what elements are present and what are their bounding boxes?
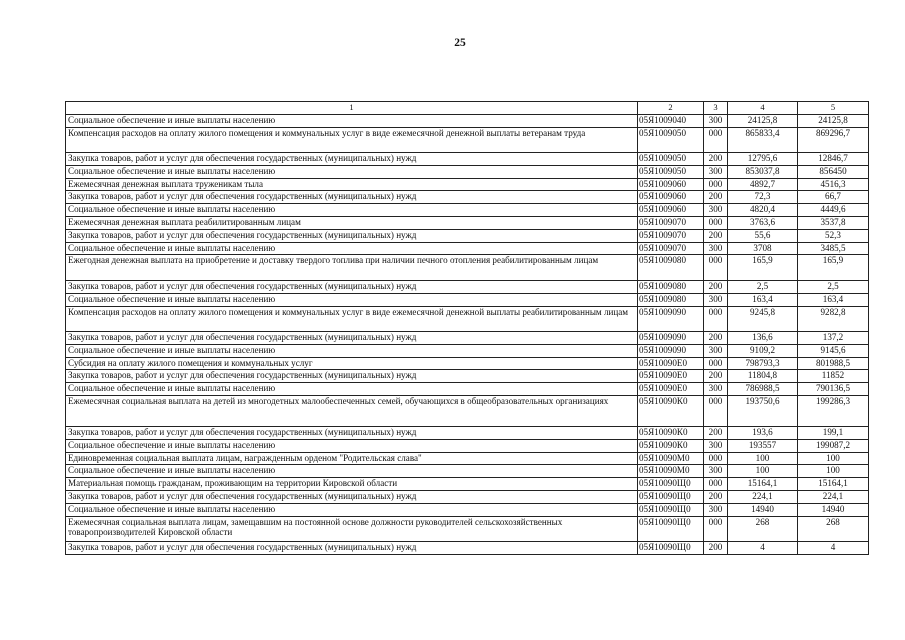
row-code: 05Я10090Е0 — [638, 370, 704, 383]
row-value-col4: 100 — [728, 452, 798, 465]
row-description: Социальное обеспечение и иные выплаты населению — [66, 165, 638, 178]
row-value-col5: 790136,5 — [798, 383, 869, 396]
row-value-col4: 165,9 — [728, 255, 798, 281]
row-value-col4: 14940 — [728, 503, 798, 516]
row-expense-type: 300 — [704, 439, 728, 452]
row-expense-type: 300 — [704, 465, 728, 478]
row-description: Закупка товаров, работ и услуг для обеспечения государственных (муниципальных) нужд — [66, 427, 638, 440]
row-expense-type: 200 — [704, 370, 728, 383]
row-value-col4: 11804,8 — [728, 370, 798, 383]
row-value-col5: 15164,1 — [798, 478, 869, 491]
row-code: 05Я10090Щ0 — [638, 478, 704, 491]
row-value-col4: 15164,1 — [728, 478, 798, 491]
row-description: Социальное обеспечение и иные выплаты населению — [66, 439, 638, 452]
row-value-col4: 4892,7 — [728, 178, 798, 191]
table-row — [66, 332, 869, 345]
table-row — [66, 229, 869, 242]
row-value-col5: 869296,7 — [798, 127, 869, 153]
row-value-col4: 55,6 — [728, 229, 798, 242]
row-description: Компенсация расходов на оплату жилого помещения и коммунальных услуг в виде ежемесячной денежной выплаты реабилитированным лицам — [66, 306, 638, 332]
table-row — [66, 255, 869, 281]
row-expense-type: 000 — [704, 217, 728, 230]
row-description: Социальное обеспечение и иные выплаты населению — [66, 204, 638, 217]
header-cell: 4 — [728, 102, 798, 115]
row-expense-type: 300 — [704, 503, 728, 516]
row-value-col5: 163,4 — [798, 293, 869, 306]
row-value-col5: 199,1 — [798, 427, 869, 440]
row-value-col4: 72,3 — [728, 191, 798, 204]
row-value-col5: 199087,2 — [798, 439, 869, 452]
row-value-col5: 3537,8 — [798, 217, 869, 230]
row-value-col4: 100 — [728, 465, 798, 478]
table-row — [66, 491, 869, 504]
row-value-col5: 137,2 — [798, 332, 869, 345]
row-value-col4: 136,6 — [728, 332, 798, 345]
row-code: 05Я1009040 — [638, 114, 704, 127]
table-row — [66, 427, 869, 440]
table-row — [66, 242, 869, 255]
row-code: 05Я1009080 — [638, 280, 704, 293]
row-description: Материальная помощь гражданам, проживающим на территории Кировской области — [66, 478, 638, 491]
row-value-col4: 224,1 — [728, 491, 798, 504]
row-description: Закупка товаров, работ и услуг для обеспечения государственных (муниципальных) нужд — [66, 370, 638, 383]
row-code: 05Я1009090 — [638, 332, 704, 345]
header-cell: 2 — [638, 102, 704, 115]
row-value-col4: 4820,4 — [728, 204, 798, 217]
row-expense-type: 000 — [704, 178, 728, 191]
row-value-col4: 9245,8 — [728, 306, 798, 332]
row-value-col5: 52,3 — [798, 229, 869, 242]
row-description: Ежегодная денежная выплата на приобретение и доставку твердого топлива при наличии печного отопления реабилитированным лицам — [66, 255, 638, 281]
row-expense-type: 300 — [704, 293, 728, 306]
row-value-col5: 9145,6 — [798, 344, 869, 357]
row-description: Социальное обеспечение и иные выплаты населению — [66, 383, 638, 396]
row-expense-type: 200 — [704, 229, 728, 242]
table-row — [66, 344, 869, 357]
row-expense-type: 000 — [704, 255, 728, 281]
row-value-col4: 193750,6 — [728, 396, 798, 427]
header-cell: 1 — [66, 102, 638, 115]
table-row — [66, 127, 869, 153]
row-code: 05Я1009090 — [638, 344, 704, 357]
row-expense-type: 000 — [704, 396, 728, 427]
row-value-col5: 24125,8 — [798, 114, 869, 127]
table-row — [66, 370, 869, 383]
row-value-col4: 853037,8 — [728, 165, 798, 178]
table-row — [66, 114, 869, 127]
row-value-col5: 2,5 — [798, 280, 869, 293]
row-description: Ежемесячная денежная выплата реабилитированным лицам — [66, 217, 638, 230]
row-value-col4: 798793,3 — [728, 357, 798, 370]
row-description: Ежемесячная социальная выплата лицам, замещавшим на постоянной основе должности руководителей сельскохозяйственных товаропроизводителей Кировской области — [66, 516, 638, 542]
row-description: Социальное обеспечение и иные выплаты населению — [66, 465, 638, 478]
row-value-col4: 786988,5 — [728, 383, 798, 396]
row-code: 05Я1009070 — [638, 242, 704, 255]
row-description: Ежемесячная социальная выплата на детей из многодетных малообеспеченных семей, обучающихся в общеобразовательных организациях — [66, 396, 638, 427]
row-description: Закупка товаров, работ и услуг для обеспечения государственных (муниципальных) нужд — [66, 191, 638, 204]
row-code: 05Я1009080 — [638, 293, 704, 306]
row-expense-type: 000 — [704, 478, 728, 491]
row-code: 05Я1009060 — [638, 178, 704, 191]
row-value-col5: 268 — [798, 516, 869, 542]
row-value-col5: 4516,3 — [798, 178, 869, 191]
row-expense-type: 300 — [704, 242, 728, 255]
row-expense-type: 200 — [704, 491, 728, 504]
row-expense-type: 000 — [704, 306, 728, 332]
row-code: 05Я10090Щ0 — [638, 491, 704, 504]
row-value-col4: 193,6 — [728, 427, 798, 440]
row-expense-type: 000 — [704, 452, 728, 465]
row-description: Социальное обеспечение и иные выплаты населению — [66, 293, 638, 306]
row-description: Закупка товаров, работ и услуг для обеспечения государственных (муниципальных) нужд — [66, 280, 638, 293]
row-code: 05Я10090К0 — [638, 439, 704, 452]
budget-table — [65, 101, 869, 555]
row-description: Закупка товаров, работ и услуг для обеспечения государственных (муниципальных) нужд — [66, 153, 638, 166]
row-code: 05Я1009050 — [638, 165, 704, 178]
table-row — [66, 217, 869, 230]
table-row — [66, 191, 869, 204]
row-code: 05Я10090Е0 — [638, 383, 704, 396]
row-value-col5: 856450 — [798, 165, 869, 178]
table-row — [66, 542, 869, 555]
row-value-col4: 9109,2 — [728, 344, 798, 357]
row-description: Закупка товаров, работ и услуг для обеспечения государственных (муниципальных) нужд — [66, 491, 638, 504]
table-row — [66, 465, 869, 478]
header-cell: 5 — [798, 102, 869, 115]
row-value-col5: 801988,5 — [798, 357, 869, 370]
row-expense-type: 200 — [704, 542, 728, 555]
row-value-col5: 12846,7 — [798, 153, 869, 166]
table-row — [66, 293, 869, 306]
row-value-col5: 224,1 — [798, 491, 869, 504]
row-value-col4: 193557 — [728, 439, 798, 452]
row-value-col5: 3485,5 — [798, 242, 869, 255]
row-code: 05Я1009070 — [638, 229, 704, 242]
table-row — [66, 306, 869, 332]
row-expense-type: 200 — [704, 332, 728, 345]
page-number: 25 — [454, 37, 466, 49]
row-value-col5: 4449,6 — [798, 204, 869, 217]
row-description: Социальное обеспечение и иные выплаты населению — [66, 114, 638, 127]
row-code: 05Я10090Щ0 — [638, 542, 704, 555]
row-code: 05Я1009060 — [638, 191, 704, 204]
row-description: Единовременная социальная выплата лицам, награжденным орденом "Родительская слава" — [66, 452, 638, 465]
row-code: 05Я10090К0 — [638, 427, 704, 440]
row-code: 05Я10090М0 — [638, 465, 704, 478]
table-row — [66, 516, 869, 542]
row-expense-type: 200 — [704, 153, 728, 166]
row-description: Закупка товаров, работ и услуг для обеспечения государственных (муниципальных) нужд — [66, 332, 638, 345]
table-row — [66, 357, 869, 370]
row-code: 05Я1009070 — [638, 217, 704, 230]
row-expense-type: 200 — [704, 191, 728, 204]
row-value-col5: 199286,3 — [798, 396, 869, 427]
row-value-col4: 12795,6 — [728, 153, 798, 166]
row-description: Ежемесячная денежная выплата труженикам тыла — [66, 178, 638, 191]
row-code: 05Я10090М0 — [638, 452, 704, 465]
table-row — [66, 452, 869, 465]
row-expense-type: 000 — [704, 127, 728, 153]
row-value-col4: 268 — [728, 516, 798, 542]
row-code: 05Я1009080 — [638, 255, 704, 281]
table-row — [66, 153, 869, 166]
table-row — [66, 204, 869, 217]
row-description: Закупка товаров, работ и услуг для обеспечения государственных (муниципальных) нужд — [66, 229, 638, 242]
row-code: 05Я10090К0 — [638, 396, 704, 427]
table-row — [66, 478, 869, 491]
row-description: Субсидия на оплату жилого помещения и коммунальных услуг — [66, 357, 638, 370]
table-row — [66, 165, 869, 178]
row-expense-type: 300 — [704, 383, 728, 396]
row-value-col5: 165,9 — [798, 255, 869, 281]
row-value-col4: 4 — [728, 542, 798, 555]
row-code: 05Я10090Щ0 — [638, 516, 704, 542]
table-row — [66, 439, 869, 452]
row-expense-type: 000 — [704, 516, 728, 542]
row-expense-type: 200 — [704, 427, 728, 440]
row-expense-type: 200 — [704, 280, 728, 293]
row-value-col4: 3708 — [728, 242, 798, 255]
row-value-col5: 4 — [798, 542, 869, 555]
row-code: 05Я1009090 — [638, 306, 704, 332]
row-description: Закупка товаров, работ и услуг для обеспечения государственных (муниципальных) нужд — [66, 542, 638, 555]
table-row — [66, 280, 869, 293]
row-expense-type: 300 — [704, 344, 728, 357]
row-code: 05Я10090Щ0 — [638, 503, 704, 516]
table-row — [66, 178, 869, 191]
row-code: 05Я1009050 — [638, 153, 704, 166]
row-value-col5: 9282,8 — [798, 306, 869, 332]
row-code: 05Я1009050 — [638, 127, 704, 153]
row-value-col5: 100 — [798, 465, 869, 478]
row-expense-type: 300 — [704, 204, 728, 217]
row-code: 05Я1009060 — [638, 204, 704, 217]
header-cell: 3 — [704, 102, 728, 115]
row-value-col4: 2,5 — [728, 280, 798, 293]
row-description: Компенсация расходов на оплату жилого помещения и коммунальных услуг в виде ежемесячной денежной выплаты ветеранам труда — [66, 127, 638, 153]
row-code: 05Я10090Е0 — [638, 357, 704, 370]
row-value-col5: 11852 — [798, 370, 869, 383]
row-expense-type: 300 — [704, 114, 728, 127]
row-value-col4: 24125,8 — [728, 114, 798, 127]
table-row — [66, 396, 869, 427]
row-value-col5: 14940 — [798, 503, 869, 516]
row-value-col5: 66,7 — [798, 191, 869, 204]
row-description: Социальное обеспечение и иные выплаты населению — [66, 344, 638, 357]
table-body — [66, 102, 869, 555]
row-expense-type: 300 — [704, 165, 728, 178]
row-value-col5: 100 — [798, 452, 869, 465]
row-value-col4: 3763,6 — [728, 217, 798, 230]
row-value-col4: 865833,4 — [728, 127, 798, 153]
row-description: Социальное обеспечение и иные выплаты населению — [66, 242, 638, 255]
table-row — [66, 383, 869, 396]
table-row — [66, 503, 869, 516]
header-row — [66, 102, 869, 115]
row-value-col4: 163,4 — [728, 293, 798, 306]
row-expense-type: 000 — [704, 357, 728, 370]
row-description: Социальное обеспечение и иные выплаты населению — [66, 503, 638, 516]
